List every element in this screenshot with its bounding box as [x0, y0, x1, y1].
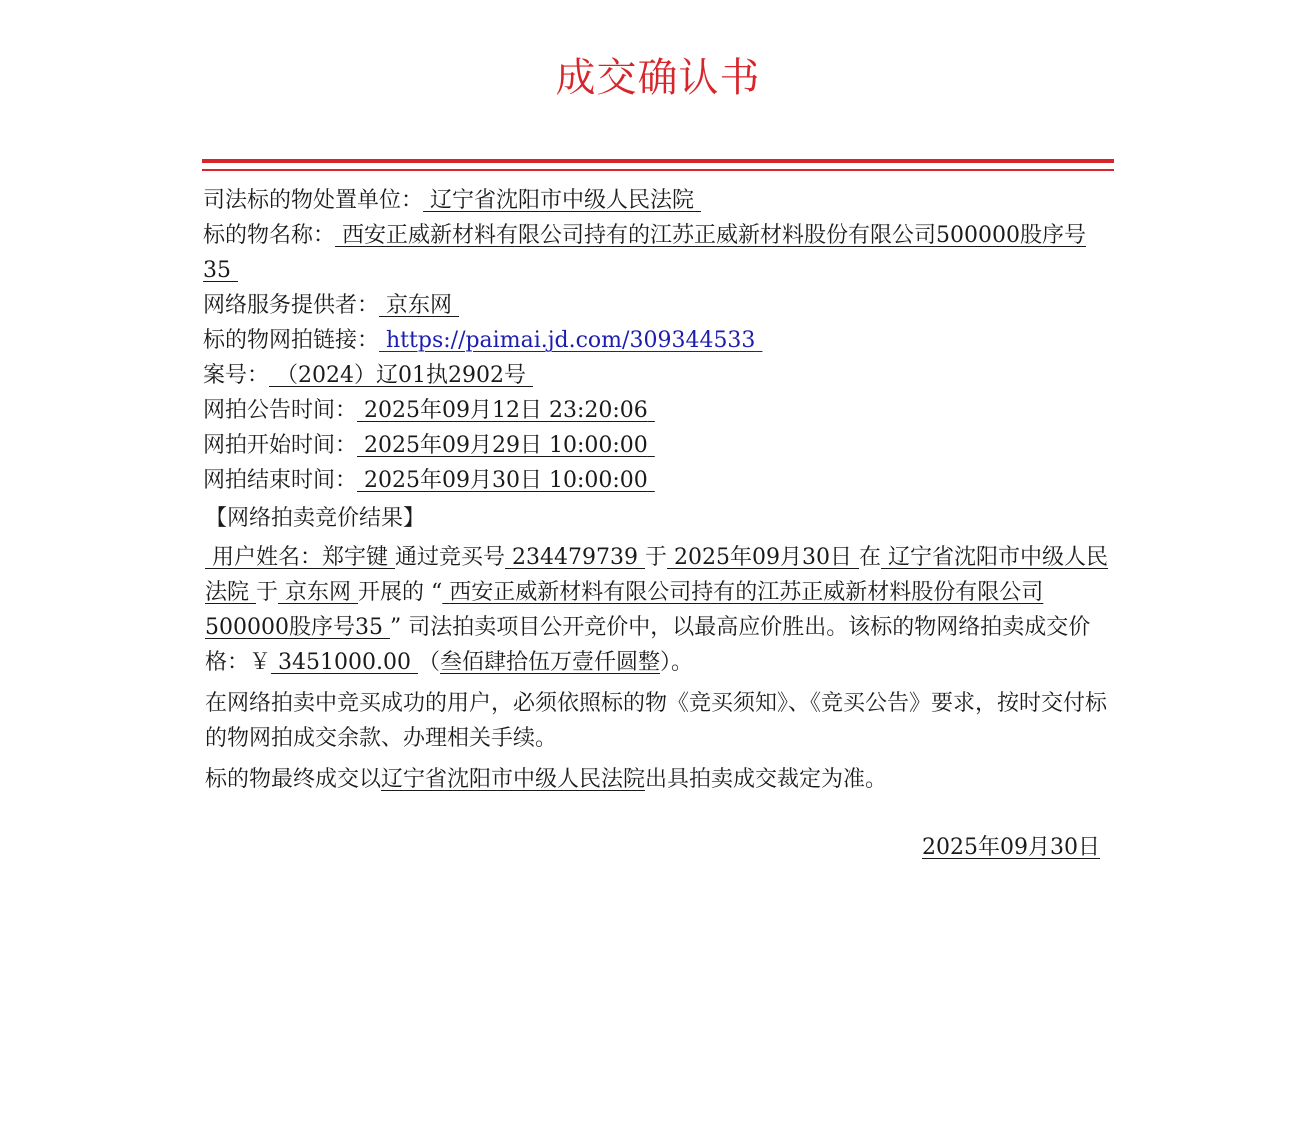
platform-name: 京东网 [285, 580, 352, 605]
start-time-row [203, 428, 1113, 463]
deal-price: 3451000.00 [278, 650, 411, 675]
provider-value: 京东网 [386, 293, 453, 318]
announce-time-label: 网拍公告时间： [203, 398, 358, 423]
notice-paragraph: 在网络拍卖中竞买成功的用户，必须依照标的物《竞买须知》、《竞买公告》要求，按时交付标的物网拍成交余款、办理相关手续。 [205, 691, 1108, 751]
case-no-value: （2024）辽01执2902号 [276, 363, 526, 388]
start-time-value: 2025年09月29日 10:00:00 [364, 433, 648, 458]
document-body [203, 183, 1113, 797]
final-prefix: 标的物最终成交以 [205, 767, 382, 792]
final-court: 辽宁省沈阳市中级人民法院 [381, 767, 646, 792]
currency-symbol: ￥ [249, 650, 272, 675]
result-section-title: 【网络拍卖竞价结果】 [205, 506, 426, 531]
start-time-label: 网拍开始时间： [203, 433, 358, 458]
text-held: 开展的 “ [358, 580, 443, 605]
link-row [203, 323, 1113, 358]
title-rule-thick [202, 159, 1114, 163]
item-name: 西安正威新材料有限公司持有的江苏正威新材料股份有限公司500000股序号35 [205, 580, 1044, 640]
text-at: 在 [859, 545, 882, 570]
item-name-value: 西安正威新材料有限公司持有的江苏正威新材料股份有限公司500000股序号35 [203, 223, 1087, 283]
provider-label: 网络服务提供者： [203, 293, 380, 318]
footer-date: 2025年09月30日 [922, 835, 1100, 860]
provider-row [203, 288, 1113, 323]
result-paragraph [205, 540, 1113, 680]
announce-time-row [203, 393, 1113, 428]
disposal-unit-value: 辽宁省沈阳市中级人民法院 [430, 188, 695, 213]
end-time-label: 网拍结束时间： [203, 468, 358, 493]
end-time-row [203, 463, 1113, 498]
disposal-unit-label: 司法标的物处置单位： [203, 188, 424, 213]
price-in-words: 叁佰肆拾伍万壹仟圆整 [440, 650, 661, 675]
item-name-row [203, 218, 1113, 288]
end-time-value: 2025年09月30日 10:00:00 [364, 468, 648, 493]
paren-open: （ [418, 650, 441, 675]
text-on-2: 于 [256, 580, 279, 605]
disposal-unit-row [203, 183, 1113, 218]
document-title: 成交确认书 [555, 55, 761, 101]
link-label: 标的物网拍链接： [203, 328, 380, 353]
paren-close: ）。 [660, 650, 694, 675]
final-suffix: 出具拍卖成交裁定为准。 [645, 767, 888, 792]
announce-time-value: 2025年09月12日 23:20:06 [364, 398, 648, 423]
item-name-label: 标的物名称： [203, 223, 336, 248]
final-paragraph [205, 762, 1113, 797]
title-rule-thin [202, 169, 1114, 171]
court-name: 辽宁省沈阳市中级人民法院 [205, 545, 1109, 605]
text-on: 于 [645, 545, 668, 570]
text-tail: ” 司法拍卖项目公开竞价中，以最高应价胜出。该标的物网络拍卖成交价格： [205, 615, 1091, 675]
bid-number: 234479739 [512, 545, 639, 570]
auction-link[interactable]: https://paimai.jd.com/309344533 [386, 328, 756, 353]
user-name: 用户姓名：郑宇键 [212, 545, 389, 570]
text-via-bid-no: 通过竞买号 [395, 545, 506, 570]
case-no-label: 案号： [203, 363, 270, 388]
case-no-row [203, 358, 1113, 393]
deal-date: 2025年09月30日 [674, 545, 853, 570]
